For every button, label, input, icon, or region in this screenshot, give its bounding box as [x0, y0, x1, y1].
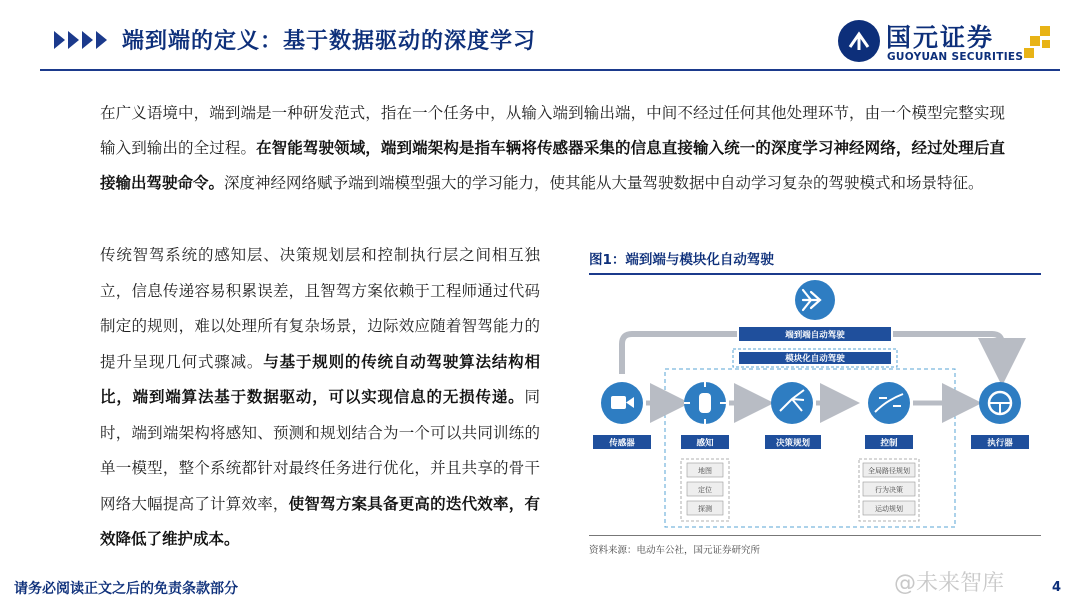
intro-bold-text: 在智能驾驶领域，端到端架构是指车辆将传感器采集的信息直接输入统一的深度学习神经网络，经过处理后直接输出驾驶命令。 [100, 139, 1005, 192]
figure-source: 资料来源：电动车公社，国元证券研究所 [589, 545, 761, 556]
perception-label: 感知 [696, 438, 714, 449]
intro-paragraph [100, 96, 1005, 201]
left-bold-text-2: 使智驾方案具备更高的迭代效率，有效降低了维护成本。 [100, 494, 540, 548]
figure-top-rule [589, 273, 1041, 275]
left-paragraph [100, 238, 540, 558]
logo-mark-icon [838, 20, 880, 62]
header-divider [40, 69, 1060, 71]
page-title: 端到端的定义：基于数据驱动的深度学习 [122, 29, 537, 54]
page-header [0, 0, 1080, 70]
control-label: 控制 [880, 438, 898, 449]
page-number: 4 [1052, 580, 1062, 595]
intro-text-1: 在广义语境中，端到端是一种研发范式，指在一个任务中，从输入端到输出端，中间不经过任何其他处理环节，由一个模型完整实现输入到输出的全过程。 [100, 104, 1005, 157]
logo-text-en: GUOYUAN SECURITIES [887, 51, 1024, 63]
left-text-1: 传统智驾系统的感知层、决策规划层和控制执行层之间相互独立，信息传递容易积累误差，且智驾方案依赖于工程师通过代码制定的规则，难以处理所有复杂场景，边际效应随着智驾能力的提升呈现几何式骤减。 [100, 246, 540, 371]
watermark: @未来智库 [894, 571, 1005, 596]
figure-bottom-rule [589, 535, 1041, 536]
chevron-bullets-icon [54, 31, 107, 49]
intro-text-2: 深度神经网络赋予端到端模型强大的学习能力，使其能从大量驾驶数据中自动学习复杂的驾驶模式和场景特征。 [224, 174, 984, 192]
disclaimer-note: 请务必阅读正文之后的免责条款部分 [14, 581, 238, 597]
control-item-label: 运动规划 [875, 505, 903, 513]
control-node-icon [868, 382, 910, 424]
end-to-end-label: 端到端自动驾驶 [785, 330, 845, 341]
figure-title: 图1：端到端与模块化自动驾驶 [589, 252, 774, 268]
control-item-label: 行为决策 [875, 486, 903, 494]
logo-text-cn: 国元证券 [886, 23, 995, 52]
perception-item-label: 定位 [698, 486, 712, 494]
control-item-label: 全局路径规划 [868, 467, 910, 475]
company-logo [838, 18, 1058, 66]
sensor-label: 传感器 [609, 438, 635, 449]
planning-label: 决策规划 [775, 438, 811, 449]
actuator-label: 执行器 [987, 438, 1013, 449]
left-bold-text-1: 与基于规则的传统自动驾驶算法结构相比，端到端算法基于数据驱动，可以实现信息的无损传递。 [100, 352, 540, 406]
perception-item-label: 探测 [698, 505, 712, 513]
left-text-2: 同时，端到端架构将感知、预测和规划结合为一个可以共同训练的单一模型，整个系统都针对最终任务进行优化，并且共享的骨干网络大幅提高了计算效率， [100, 388, 540, 513]
planning-node-icon [771, 382, 813, 424]
modular-label: 模块化自动驾驶 [785, 354, 845, 364]
architecture-diagram [589, 278, 1041, 534]
logo-squares-icon [1022, 26, 1056, 60]
perception-item-label: 地图 [698, 467, 712, 475]
